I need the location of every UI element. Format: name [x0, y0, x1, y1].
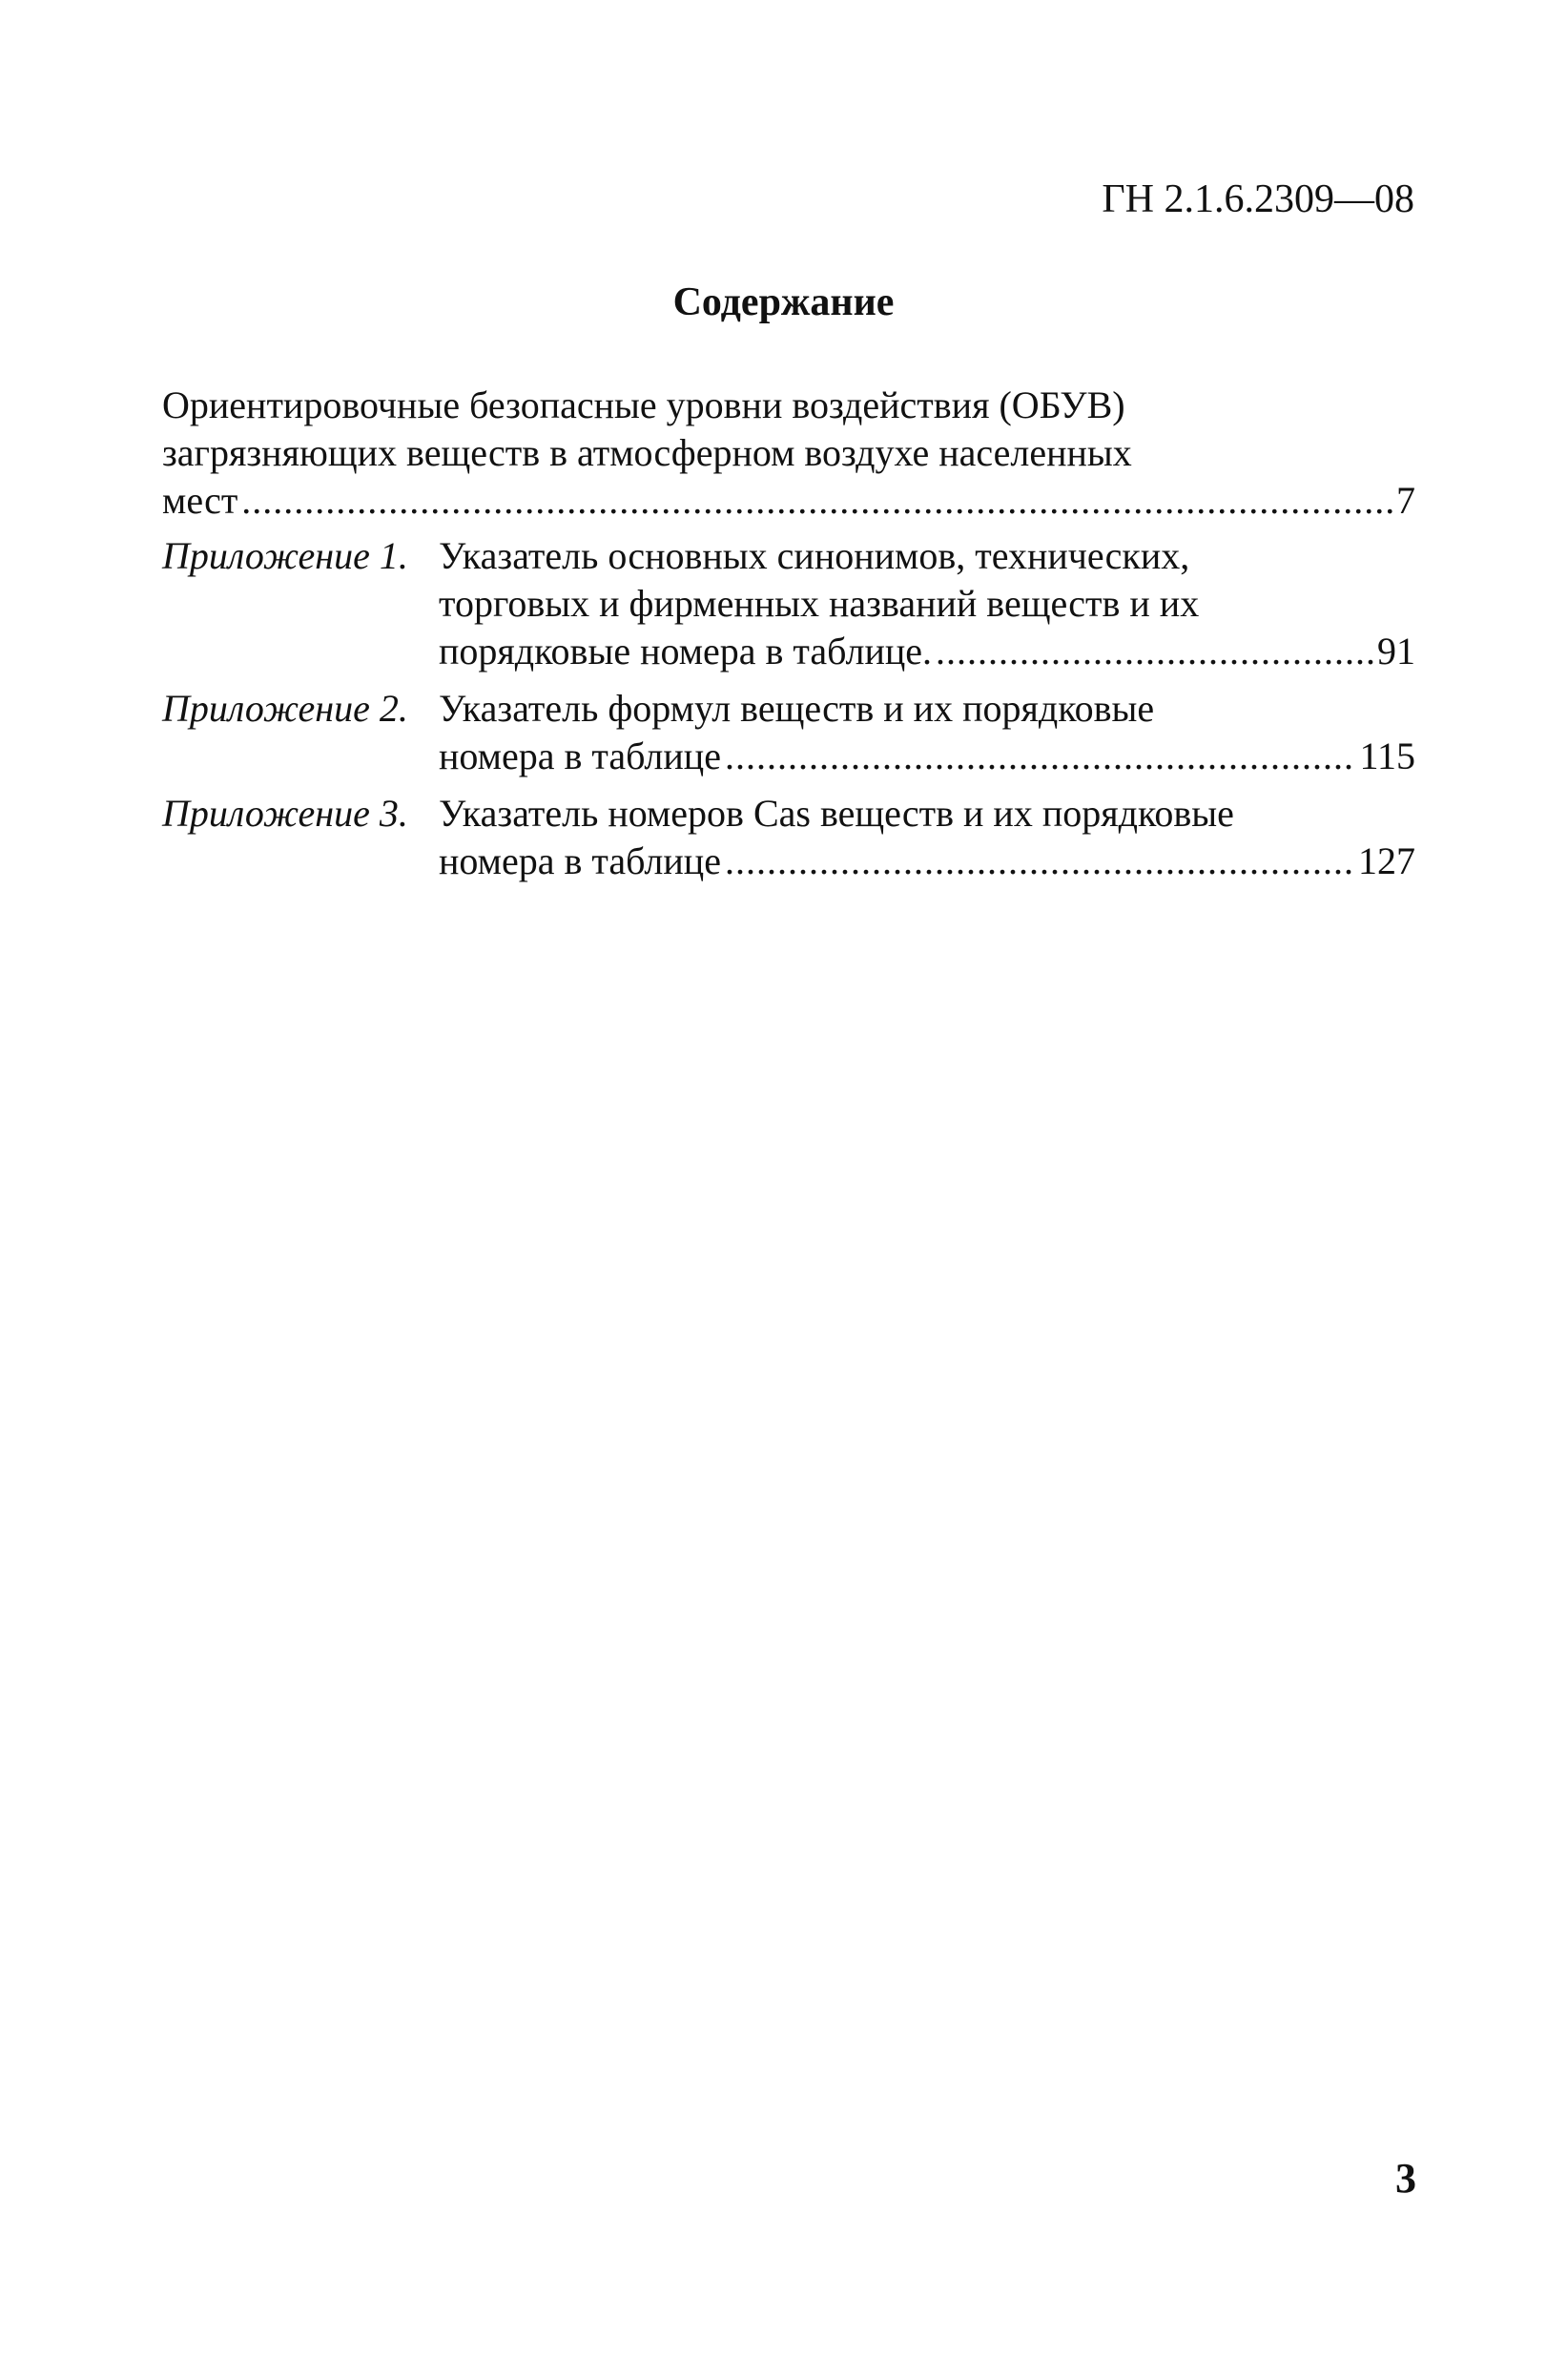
toc-page-number: 115 — [1359, 735, 1415, 777]
toc-entry-line: торговых и фирменных названий веществ и их — [439, 582, 1200, 625]
toc-entry-last-line — [439, 733, 1415, 780]
toc-entry-text: номера в таблице — [439, 735, 721, 777]
dot-leader — [241, 477, 1392, 525]
toc-entry-appendix-1 — [162, 532, 1415, 675]
document-code: ГН 2.1.6.2309—08 — [1102, 177, 1414, 221]
toc-entry-last-line — [439, 838, 1415, 885]
toc-entry-appendix-2 — [162, 685, 1415, 780]
toc-entry-line: Указатель основных синонимов, технических, — [439, 534, 1190, 577]
toc-entry-text: номера в таблице — [439, 839, 721, 882]
dot-leader — [725, 838, 1354, 885]
toc-entry-line: Ориентировочные безопасные уровни воздействия (ОБУВ) — [162, 383, 1125, 426]
toc-entry-line: Указатель формул веществ и их порядковые — [439, 687, 1155, 730]
toc-page-number: 127 — [1358, 839, 1415, 882]
appendix-label: Приложение 1. — [162, 534, 408, 577]
appendix-body — [439, 685, 1415, 780]
toc-page-number: 7 — [1396, 479, 1415, 522]
toc-entry-last-line — [439, 628, 1415, 675]
toc-title: Содержание — [672, 280, 895, 324]
dot-leader — [936, 628, 1373, 675]
toc-entry-main — [162, 382, 1415, 525]
appendix-body — [439, 790, 1415, 885]
toc-entry-text: мест — [162, 479, 238, 522]
appendix-label: Приложение 3. — [162, 792, 408, 835]
page-number: 3 — [1395, 2155, 1416, 2202]
table-of-contents — [162, 382, 1415, 895]
appendix-label: Приложение 2. — [162, 687, 408, 730]
toc-entry-line: загрязняющих веществ в атмосферном воздухе населенных — [162, 431, 1132, 474]
toc-entry-appendix-3 — [162, 790, 1415, 885]
toc-entry-text: порядковые номера в таблице. — [439, 630, 933, 673]
toc-entry-line: Указатель номеров Cas веществ и их порядковые — [439, 792, 1234, 835]
toc-entry-last-line — [162, 477, 1415, 525]
appendix-body — [439, 532, 1415, 675]
toc-page-number: 91 — [1377, 630, 1415, 673]
dot-leader — [725, 733, 1356, 780]
